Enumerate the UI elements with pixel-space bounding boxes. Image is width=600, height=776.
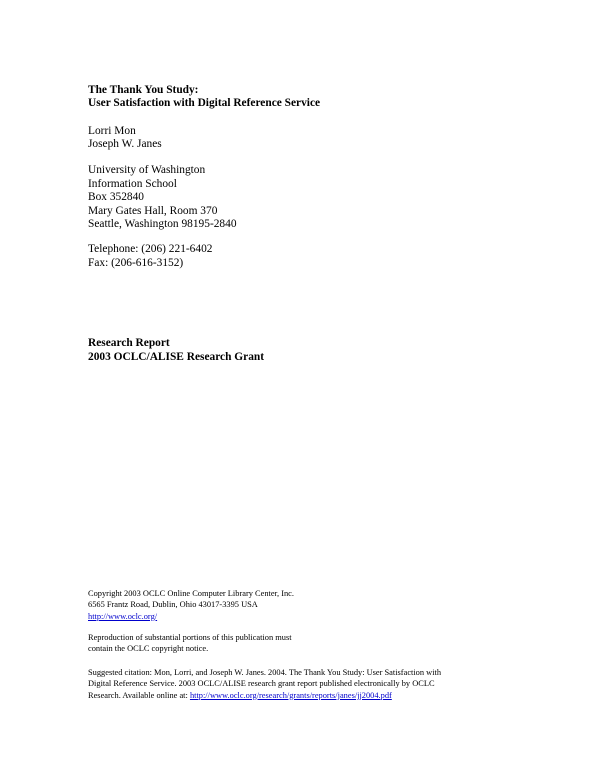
copyright-url-line — [88, 611, 294, 622]
document-title — [88, 84, 320, 111]
author-name: Joseph W. Janes — [88, 138, 162, 151]
citation-line-2: Digital Reference Service. 2003 OCLC/ALISE research grant report published electronically by OCLC — [88, 679, 435, 689]
suggested-citation — [88, 667, 441, 701]
telephone: Telephone: (206) 221-6402 — [88, 243, 213, 255]
address — [88, 164, 237, 232]
report-info — [88, 337, 264, 364]
author-name: Lorri Mon — [88, 125, 136, 137]
address-line: Box 352840 — [88, 191, 145, 204]
oclc-link[interactable]: http://www.oclc.org/ — [88, 611, 158, 621]
contact-info — [88, 243, 212, 270]
fax: Fax: (206-616-3152) — [88, 256, 184, 269]
address-line: Mary Gates Hall, Room 370 — [88, 204, 218, 217]
report-grant: 2003 OCLC/ALISE Research Grant — [88, 350, 265, 363]
citation-line-1: Suggested citation: Mon, Lorri, and Joseph W. Janes. 2004. The Thank You Study: User Satisfaction with — [88, 668, 442, 677]
copyright-line-2: 6565 Frantz Road, Dublin, Ohio 43017-3395 USA — [88, 600, 258, 610]
reproduction-line-1: Reproduction of substantial portions of this publication must — [88, 633, 292, 642]
authors — [88, 125, 162, 152]
copyright-line-1: Copyright 2003 OCLC Online Computer Library Center, Inc. — [88, 589, 294, 598]
title-line-1: The Thank You Study: — [88, 84, 199, 96]
reproduction-line-2: contain the OCLC copyright notice. — [88, 644, 209, 654]
report-pdf-link[interactable]: http://www.oclc.org/research/grants/reports/janes/jj2004.pdf — [189, 690, 392, 700]
title-line-2: User Satisfaction with Digital Reference Service — [88, 97, 321, 110]
address-line: Information School — [88, 177, 177, 190]
reproduction-notice — [88, 632, 292, 655]
citation-line-3 — [88, 690, 441, 701]
address-line: University of Washington — [88, 164, 206, 176]
copyright-notice — [88, 588, 294, 622]
address-line: Seattle, Washington 98195-2840 — [88, 218, 237, 231]
report-type: Research Report — [88, 337, 170, 349]
citation-prefix: Research. Available online at: — [88, 690, 190, 700]
